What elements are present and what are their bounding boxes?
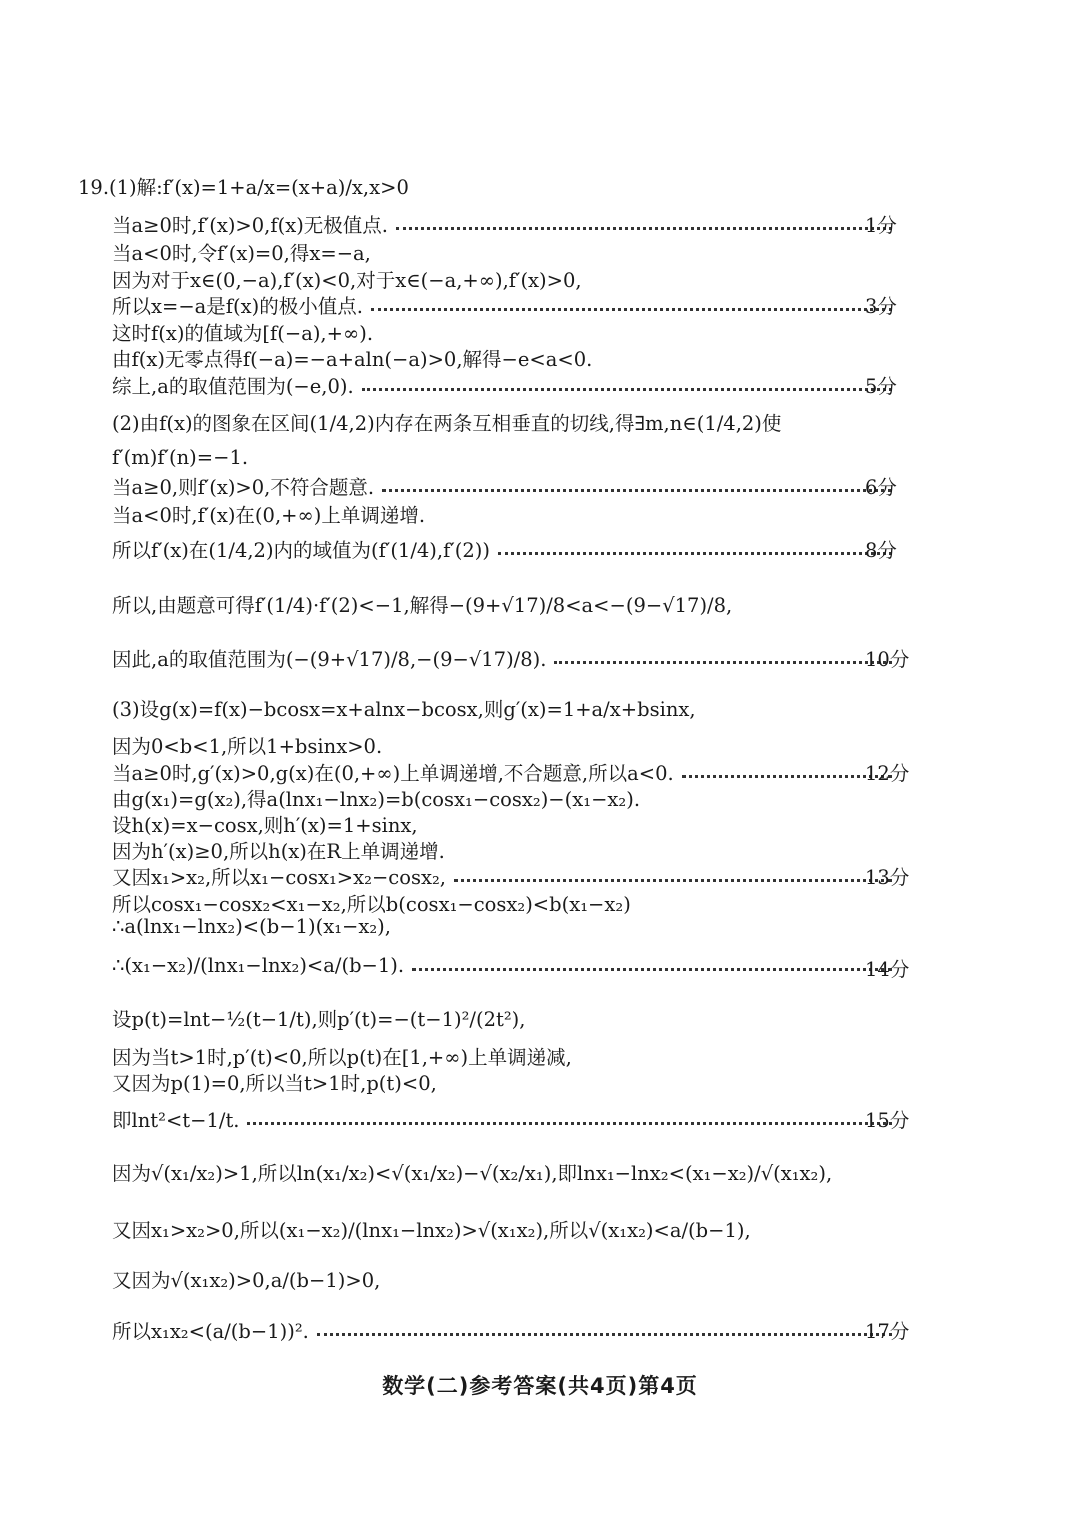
solution-text: 又因为√(x₁x₂)>0,a/(b−1)>0, <box>112 1269 381 1292</box>
solution-line <box>112 500 902 528</box>
solution-text: 19.(1)解:f′(x)=1+a/x=(x+a)/x,x>0 <box>78 176 409 199</box>
solution-line <box>112 371 902 399</box>
solution-text: 当a≥0,则f′(x)>0,不符合题意. <box>112 476 375 499</box>
solution-text: 即lnt²<t−1/t. <box>112 1109 240 1132</box>
solution-text: 当a<0时,令f′(x)=0,得x=−a, <box>112 242 371 265</box>
solution-line <box>78 172 902 200</box>
solution-line <box>112 1316 902 1344</box>
solution-text: 又因x₁>x₂,所以x₁−cosx₁>x₂−cosx₂, <box>112 866 446 889</box>
solution-text: 因为对于x∈(0,−a),f′(x)<0,对于x∈(−a,+∞),f′(x)>0, <box>112 269 582 292</box>
score-label: 1分 <box>865 214 897 237</box>
solution-text: 所以x₁x₂<(a/(b−1))². <box>112 1320 309 1343</box>
solution-line <box>112 344 902 372</box>
solution-text: 综上,a的取值范围为(−e,0). <box>112 375 354 398</box>
solution-line <box>112 535 902 563</box>
solution-text: 因为h′(x)≥0,所以h(x)在R上单调递增. <box>112 840 445 863</box>
leader-dots <box>382 489 892 492</box>
leader-dots <box>682 775 892 778</box>
score-label: 3分 <box>865 295 897 318</box>
solution-line <box>112 291 902 319</box>
leader-dots <box>317 1333 892 1336</box>
solution-text: 因此,a的取值范围为(−(9+√17)/8,−(9−√17)/8). <box>112 648 547 671</box>
solution-line <box>112 472 902 500</box>
solution-text: ∴a(lnx₁−lnx₂)<(b−1)(x₁−x₂), <box>112 915 391 938</box>
leader-dots <box>247 1122 892 1125</box>
solution-line <box>112 446 902 469</box>
score-label: 10分 <box>865 648 910 671</box>
solution-line <box>112 1105 902 1133</box>
solution-text: f′(m)f′(n)=−1. <box>112 446 249 469</box>
solution-text: 这时f(x)的值域为[f(−a),+∞). <box>112 322 374 345</box>
score-label: 17分 <box>865 1320 910 1343</box>
solution-text: 因为0<b<1,所以1+bsinx>0. <box>112 735 383 758</box>
solution-line <box>112 265 902 293</box>
score-label: 14分 <box>865 958 910 981</box>
leader-dots <box>454 879 892 882</box>
solution-line <box>112 915 902 938</box>
solution-line <box>112 1215 902 1243</box>
solution-line <box>112 1158 902 1186</box>
solution-text: 当a≥0时,g′(x)>0,g(x)在(0,+∞)上单调递增,不合题意,所以a<0. <box>112 762 674 785</box>
leader-dots <box>412 968 892 971</box>
solution-text: 因为当t>1时,p′(t)<0,所以p(t)在[1,+∞)上单调递减, <box>112 1046 572 1069</box>
solution-text: 所以x=−a是f(x)的极小值点. <box>112 295 363 318</box>
solution-line <box>112 836 902 864</box>
leader-dots <box>371 308 892 311</box>
solution-line <box>112 694 902 722</box>
solution-line <box>112 238 902 266</box>
score-label: 6分 <box>865 476 897 499</box>
leader-dots <box>396 227 892 230</box>
solution-line <box>112 644 902 672</box>
solution-line <box>112 1004 902 1032</box>
score-label: 5分 <box>865 375 897 398</box>
leader-dots <box>498 552 892 555</box>
score-label: 15分 <box>865 1109 910 1132</box>
solution-text: (2)由f(x)的图象在区间(1/4,2)内存在两条互相垂直的切线,得∃m,n∈(1/4,2)使 <box>112 412 782 435</box>
solution-line <box>112 889 902 917</box>
solution-text: 又因为p(1)=0,所以当t>1时,p(t)<0, <box>112 1072 437 1095</box>
solution-text: 因为√(x₁/x₂)>1,所以ln(x₁/x₂)<√(x₁/x₂)−√(x₂/x₁),即lnx₁−lnx₂<(x₁−x₂)/√(x₁x₂), <box>112 1162 833 1185</box>
solution-text: 所以cosx₁−cosx₂<x₁−x₂,所以b(cosx₁−cosx₂)<b(x₁−x₂) <box>112 893 631 916</box>
score-label: 13分 <box>865 866 910 889</box>
solution-text: 由f(x)无零点得f(−a)=−a+aln(−a)>0,解得−e<a<0. <box>112 348 593 371</box>
solution-text: 设p(t)=lnt−½(t−1/t),则p′(t)=−(t−1)²/(2t²), <box>112 1008 526 1031</box>
solution-line <box>112 784 902 812</box>
solution-text: 所以f′(x)在(1/4,2)内的域值为(f′(1/4),f′(2)) <box>112 539 490 562</box>
solution-line <box>112 862 902 890</box>
solution-text: 由g(x₁)=g(x₂),得a(lnx₁−lnx₂)=b(cosx₁−cosx₂)−(x₁−x₂). <box>112 788 641 811</box>
solution-line <box>112 590 902 618</box>
score-label: 12分 <box>865 762 910 785</box>
solution-text: 当a<0时,f′(x)在(0,+∞)上单调递增. <box>112 504 426 527</box>
solution-text: 所以,由题意可得f′(1/4)·f′(2)<−1,解得−(9+√17)/8<a<−(9−√17)/8, <box>112 594 733 617</box>
solution-line <box>112 1265 902 1293</box>
solution-line <box>112 210 902 238</box>
solution-text: (3)设g(x)=f(x)−bcosx=x+alnx−bcosx,则g′(x)=1+a/x+bsinx, <box>112 698 696 721</box>
solution-text: 又因x₁>x₂>0,所以(x₁−x₂)/(lnx₁−lnx₂)>√(x₁x₂),所以√(x₁x₂)<a/(b−1), <box>112 1219 751 1242</box>
solution-line <box>112 954 902 977</box>
solution-line <box>112 318 902 346</box>
score-label: 8分 <box>865 539 897 562</box>
solution-text: 当a≥0时,f′(x)>0,f(x)无极值点. <box>112 214 388 237</box>
solution-text: 设h(x)=x−cosx,则h′(x)=1+sinx, <box>112 814 418 837</box>
solution-line <box>112 1068 902 1096</box>
solution-line <box>112 810 902 838</box>
page-footer: 数学(二)参考答案(共4页)第4页 <box>382 1374 698 1398</box>
solution-text: ∴(x₁−x₂)/(lnx₁−lnx₂)<a/(b−1). <box>112 954 405 977</box>
leader-dots <box>362 388 892 391</box>
solution-line <box>112 1042 902 1070</box>
solution-line <box>112 408 902 436</box>
solution-line <box>112 758 902 786</box>
solution-line <box>112 731 902 759</box>
leader-dots <box>554 661 892 664</box>
